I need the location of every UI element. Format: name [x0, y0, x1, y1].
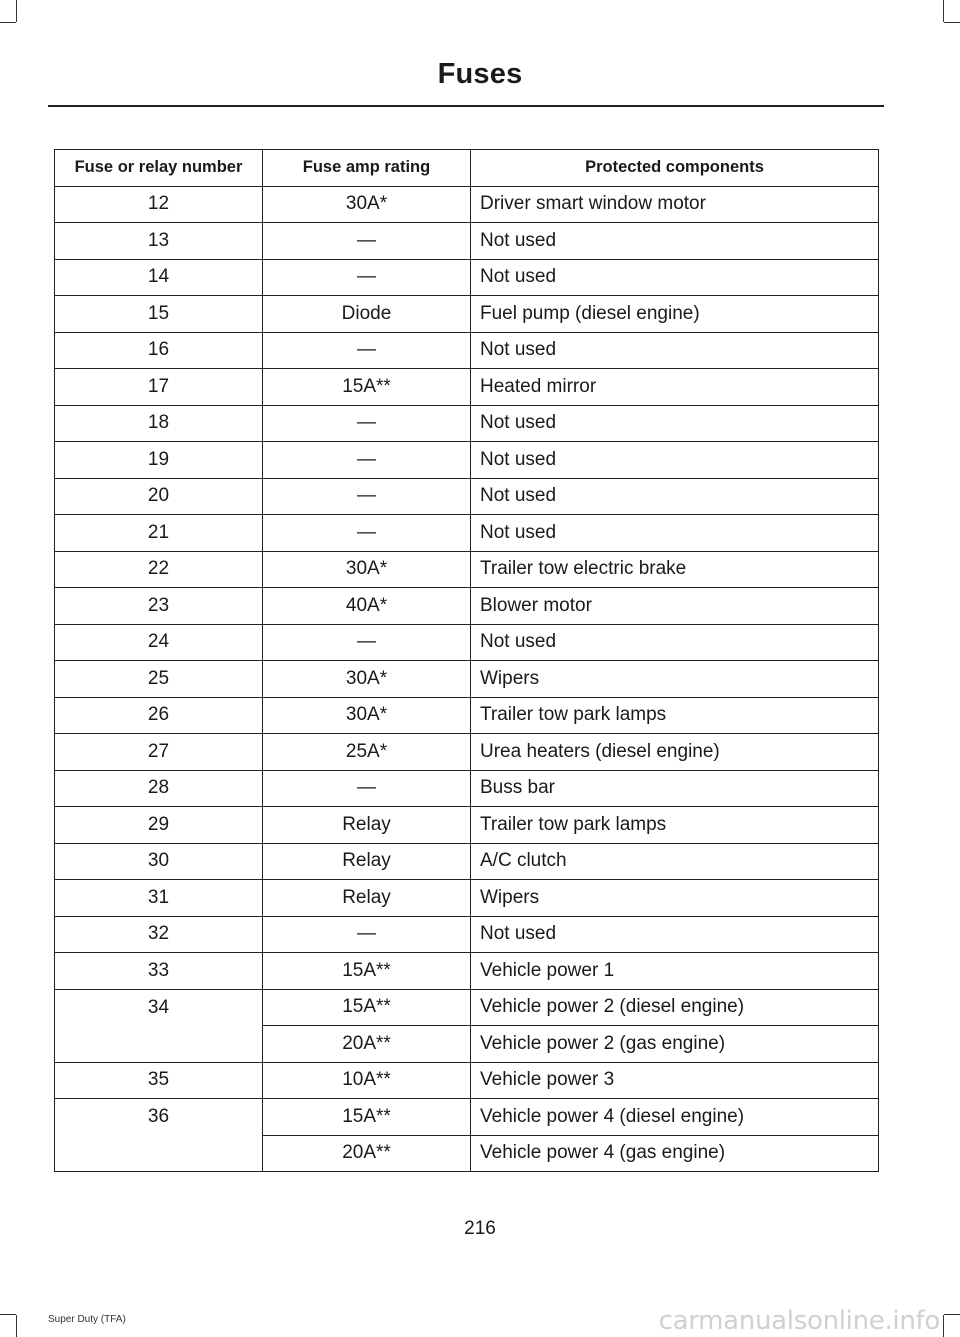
protected-component-cell: Not used [471, 916, 879, 953]
fuse-number-cell: 21 [55, 515, 263, 552]
protected-component-cell: Driver smart window motor [471, 186, 879, 223]
table-row [55, 1062, 879, 1099]
table-row [55, 843, 879, 880]
amp-rating-cell: Relay [263, 880, 471, 917]
protected-component-cell: Not used [471, 259, 879, 296]
title-divider [48, 105, 884, 107]
protected-component-cell: Heated mirror [471, 369, 879, 406]
table-row [55, 697, 879, 734]
protected-component-cell: Vehicle power 1 [471, 953, 879, 990]
amp-rating-cell: 15A** [263, 369, 471, 406]
watermark: carmanualsonline.info [658, 1306, 940, 1336]
table-row [55, 1099, 879, 1136]
amp-rating-cell: — [263, 405, 471, 442]
crop-mark [944, 22, 960, 23]
protected-component-cell: Not used [471, 223, 879, 260]
protected-component-cell: Fuel pump (diesel engine) [471, 296, 879, 333]
amp-rating-cell: 30A* [263, 551, 471, 588]
table-row [55, 296, 879, 333]
amp-rating-cell: Relay [263, 843, 471, 880]
fuse-number-cell: 23 [55, 588, 263, 625]
crop-mark [943, 0, 944, 22]
table-row [55, 1135, 879, 1172]
protected-component-cell: Urea heaters (diesel engine) [471, 734, 879, 771]
table-row [55, 661, 879, 698]
amp-rating-cell: 40A* [263, 588, 471, 625]
fuse-number-cell [55, 1135, 263, 1172]
crop-mark [16, 1315, 17, 1337]
protected-component-cell: Vehicle power 2 (diesel engine) [471, 989, 879, 1026]
fuse-number-cell: 30 [55, 843, 263, 880]
table-row [55, 953, 879, 990]
amp-rating-cell: 20A** [263, 1026, 471, 1063]
fuse-number-cell: 12 [55, 186, 263, 223]
footer-model: Super Duty (TFA) [48, 1314, 126, 1325]
protected-component-cell: Not used [471, 624, 879, 661]
protected-component-cell: Vehicle power 2 (gas engine) [471, 1026, 879, 1063]
amp-rating-cell: — [263, 442, 471, 479]
protected-component-cell: Not used [471, 442, 879, 479]
fuse-number-cell: 15 [55, 296, 263, 333]
amp-rating-cell: 10A** [263, 1062, 471, 1099]
table-row [55, 223, 879, 260]
fuse-number-cell: 32 [55, 916, 263, 953]
fuse-number-cell: 28 [55, 770, 263, 807]
table-row [55, 588, 879, 625]
fuse-number-cell: 26 [55, 697, 263, 734]
protected-component-cell: Buss bar [471, 770, 879, 807]
crop-mark [944, 1314, 960, 1315]
amp-rating-cell: — [263, 259, 471, 296]
amp-rating-cell: 20A** [263, 1135, 471, 1172]
amp-rating-cell: 30A* [263, 697, 471, 734]
amp-rating-cell: 15A** [263, 989, 471, 1026]
table-row [55, 916, 879, 953]
table-header-row [55, 150, 879, 187]
crop-mark [943, 1315, 944, 1337]
fuse-number-cell: 25 [55, 661, 263, 698]
table-row [55, 515, 879, 552]
fuse-number-cell: 22 [55, 551, 263, 588]
table-row [55, 734, 879, 771]
protected-component-cell: Vehicle power 4 (gas engine) [471, 1135, 879, 1172]
table-row [55, 770, 879, 807]
protected-component-cell: Vehicle power 4 (diesel engine) [471, 1099, 879, 1136]
amp-rating-cell: Relay [263, 807, 471, 844]
table-row [55, 989, 879, 1026]
table-row [55, 442, 879, 479]
fuse-number-cell: 16 [55, 332, 263, 369]
amp-rating-cell: — [263, 332, 471, 369]
protected-component-cell: Not used [471, 478, 879, 515]
fuse-number-cell: 34 [55, 989, 263, 1026]
table-row [55, 332, 879, 369]
fuse-number-cell: 24 [55, 624, 263, 661]
header-amp-rating: Fuse amp rating [263, 150, 471, 187]
fuse-number-cell: 36 [55, 1099, 263, 1136]
protected-component-cell: Not used [471, 515, 879, 552]
table-row [55, 259, 879, 296]
protected-component-cell: Wipers [471, 880, 879, 917]
protected-component-cell: Wipers [471, 661, 879, 698]
table-row [55, 624, 879, 661]
protected-component-cell: Blower motor [471, 588, 879, 625]
amp-rating-cell: — [263, 770, 471, 807]
page-number: 216 [464, 1218, 496, 1239]
protected-component-cell: Trailer tow park lamps [471, 807, 879, 844]
protected-component-cell: Not used [471, 405, 879, 442]
fuse-number-cell: 27 [55, 734, 263, 771]
crop-mark [16, 0, 17, 22]
fuse-number-cell: 29 [55, 807, 263, 844]
table-row [55, 478, 879, 515]
fuse-number-cell: 13 [55, 223, 263, 260]
protected-component-cell: Trailer tow park lamps [471, 697, 879, 734]
amp-rating-cell: Diode [263, 296, 471, 333]
fuse-table [54, 149, 879, 1172]
fuse-number-cell: 18 [55, 405, 263, 442]
page-title: Fuses [437, 58, 523, 90]
table-row [55, 1026, 879, 1063]
fuse-number-cell: 20 [55, 478, 263, 515]
crop-mark [0, 1314, 16, 1315]
fuse-number-cell: 14 [55, 259, 263, 296]
amp-rating-cell: — [263, 916, 471, 953]
amp-rating-cell: — [263, 515, 471, 552]
table-row [55, 405, 879, 442]
amp-rating-cell: — [263, 478, 471, 515]
amp-rating-cell: 15A** [263, 953, 471, 990]
table-row [55, 551, 879, 588]
fuse-number-cell: 33 [55, 953, 263, 990]
crop-mark [0, 22, 16, 23]
amp-rating-cell: — [263, 223, 471, 260]
amp-rating-cell: 15A** [263, 1099, 471, 1136]
amp-rating-cell: — [263, 624, 471, 661]
header-fuse-number: Fuse or relay number [55, 150, 263, 187]
fuse-number-cell: 19 [55, 442, 263, 479]
table-row [55, 186, 879, 223]
amp-rating-cell: 30A* [263, 661, 471, 698]
protected-component-cell: Vehicle power 3 [471, 1062, 879, 1099]
amp-rating-cell: 30A* [263, 186, 471, 223]
protected-component-cell: Trailer tow electric brake [471, 551, 879, 588]
fuse-number-cell: 35 [55, 1062, 263, 1099]
table-row [55, 807, 879, 844]
amp-rating-cell: 25A* [263, 734, 471, 771]
protected-component-cell: Not used [471, 332, 879, 369]
fuse-table-body [55, 186, 879, 1172]
fuse-number-cell: 17 [55, 369, 263, 406]
fuse-number-cell [55, 1026, 263, 1063]
protected-component-cell: A/C clutch [471, 843, 879, 880]
fuse-number-cell: 31 [55, 880, 263, 917]
table-row [55, 369, 879, 406]
header-protected-components: Protected components [471, 150, 879, 187]
table-row [55, 880, 879, 917]
